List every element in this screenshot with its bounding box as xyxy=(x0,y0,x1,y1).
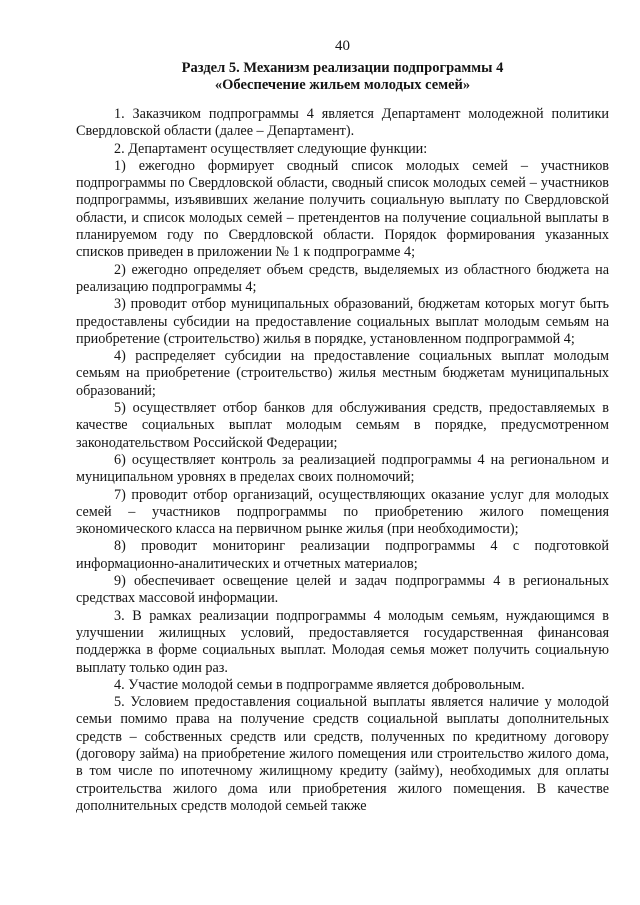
section-title-line-1: Раздел 5. Механизм реализации подпрограммы 4 xyxy=(181,60,504,76)
paragraph-3: 3. В рамках реализации подпрограммы 4 молодым семьям, нуждающимся в улучшении жилищных условий, предоставляется государственная финансовая поддержка в форме социальных выплат. Молодая семья может получить социальную выплату только один раз. xyxy=(76,607,609,676)
paragraph-function-5: 5) осуществляет отбор банков для обслуживания средств, предоставляемых в качестве социальных выплат молодым семьям в порядке, предусмотренном законодательством Российской Федерации; xyxy=(76,400,609,451)
paragraph-5: 5. Условием предоставления социальной выплаты является наличие у молодой семьи помимо права на получение средств социальной выплаты дополнительных средств – собственных средств или средств, полученных по кредитному договору (договору займа) на приобретение жилого помещения или строительство жилого дома, в том числе по ипотечному жилищному кредиту (займу), необходимых для оплаты строительства жилого дома или приобретения жилого помещения. В качестве дополнительных средств молодой семьей также xyxy=(76,694,609,814)
document-page xyxy=(76,36,609,815)
paragraph-function-4: 4) распределяет субсидии на предоставление социальных выплат молодым семьям на приобретение (строительство) жилья местным бюджетам муниципальных образований; xyxy=(76,348,609,399)
section-title-line-2: «Обеспечение жильем молодых семей» xyxy=(214,77,471,93)
paragraph-function-1: 1) ежегодно формирует сводный список молодых семей – участников подпрограммы по Свердловской области, сводный список молодых семей – участников подпрограммы, изъявивших желание получить социальную выплату по Свердловской области, и список молодых семей – претендентов на получение социальной выплаты в планируемом году по Свердловской области. Порядок формирования указанных списков приведен в приложении № 1 к подпрограмме 4; xyxy=(76,157,609,261)
section-title xyxy=(76,60,609,94)
document-body xyxy=(76,106,609,815)
paragraph-function-2: 2) ежегодно определяет объем средств, выделяемых из областного бюджета на реализацию подпрограммы 4; xyxy=(76,261,609,295)
paragraph-1: 1. Заказчиком подпрограммы 4 является Департамент молодежной политики Свердловской области (далее – Департамент). xyxy=(76,106,609,140)
paragraph-function-3: 3) проводит отбор муниципальных образований, бюджетам которых могут быть предоставлены субсидии на предоставление социальных выплат молодым семьям на приобретение (строительство) жилья в порядке, установленном подпрограммой 4; xyxy=(76,296,609,347)
page-number: 40 xyxy=(335,38,350,54)
paragraph-function-6: 6) осуществляет контроль за реализацией подпрограммы 4 на региональном и муниципальном уровнях в пределах своих полномочий; xyxy=(76,451,609,486)
paragraph-function-9: 9) обеспечивает освещение целей и задач подпрограммы 4 в региональных средствах массовой информации. xyxy=(76,573,609,607)
paragraph-4: 4. Участие молодой семьи в подпрограмме является добровольным. xyxy=(114,676,525,693)
paragraph-2: 2. Департамент осуществляет следующие функции: xyxy=(114,140,428,157)
paragraph-function-7: 7) проводит отбор организаций, осуществляющих оказание услуг для молодых семей – участников подпрограммы по приобретению жилого помещения экономического класса на первичном рынке жилья (при необходимости); xyxy=(76,486,609,538)
paragraph-function-8: 8) проводит мониторинг реализации подпрограммы 4 с подготовкой информационно-аналитических и отчетных материалов; xyxy=(76,538,609,572)
